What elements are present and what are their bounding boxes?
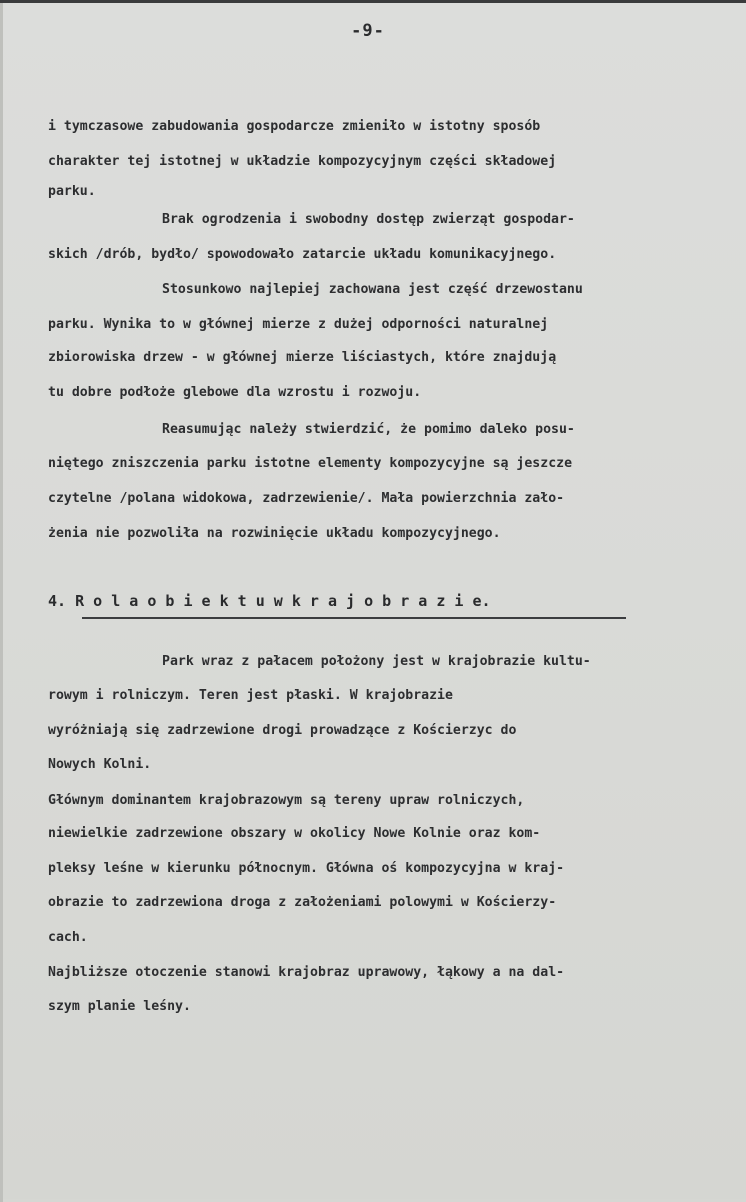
text-line: Brak ogrodzenia i swobodny dostęp zwierząt gospodar-	[162, 212, 575, 227]
text-line: szym planie leśny.	[48, 999, 191, 1014]
text-line: niewielkie zadrzewione obszary w okolicy Nowe Kolnie oraz kom-	[48, 826, 541, 841]
text-line: Stosunkowo najlepiej zachowana jest część drzewostanu	[162, 282, 583, 297]
page-edge	[0, 3, 3, 1202]
page-number: -9-	[351, 21, 385, 41]
text-line: żenia nie pozwoliła na rozwinięcie układu kompozycyjnego.	[48, 526, 501, 541]
text-line: zbiorowiska drzew - w głównej mierze liściastych, które znajdują	[48, 350, 557, 365]
text-line: parku. Wynika to w głównej mierze z dużej odporności naturalnej	[48, 317, 549, 332]
text-line: czytelne /polana widokowa, zadrzewienie/. Mała powierzchnia zało-	[48, 491, 565, 506]
text-line: parku.	[48, 184, 96, 199]
text-line: cach.	[48, 930, 88, 945]
text-line: wyróżniają się zadrzewione drogi prowadzące z Kościerzyc do	[48, 723, 517, 738]
text-line: charakter tej istotnej w układzie kompozycyjnym części składowej	[48, 154, 557, 169]
text-line: Głównym dominantem krajobrazowym są tereny upraw rolniczych,	[48, 793, 525, 808]
text-line: pleksy leśne w kierunku północnym. Główna oś kompozycyjna w kraj-	[48, 861, 565, 876]
text-line: niętego zniszczenia parku istotne elementy kompozycyjne są jeszcze	[48, 456, 573, 471]
text-line: obrazie to zadrzewiona droga z założeniami polowymi w Kościerzy-	[48, 895, 557, 910]
text-line: Reasumując należy stwierdzić, że pomimo daleko posu-	[162, 422, 575, 437]
text-line: Nowych Kolni.	[48, 757, 152, 772]
text-line: skich /drób, bydło/ spowodowało zatarcie układu komunikacyjnego.	[48, 247, 557, 262]
text-line: Park wraz z pałacem położony jest w krajobrazie kultu-	[162, 654, 591, 669]
text-line: i tymczasowe zabudowania gospodarcze zmieniło w istotny sposób	[48, 119, 541, 134]
heading-underline	[82, 617, 626, 619]
text-line: Najbliższe otoczenie stanowi krajobraz uprawowy, łąkowy a na dal-	[48, 965, 565, 980]
text-line: tu dobre podłoże glebowe dla wzrostu i rozwoju.	[48, 385, 422, 400]
text-line: rowym i rolniczym. Teren jest płaski. W krajobrazie	[48, 688, 453, 703]
section-heading: 4. R o l a o b i e k t u w k r a j o b r a z i e.	[48, 592, 491, 610]
